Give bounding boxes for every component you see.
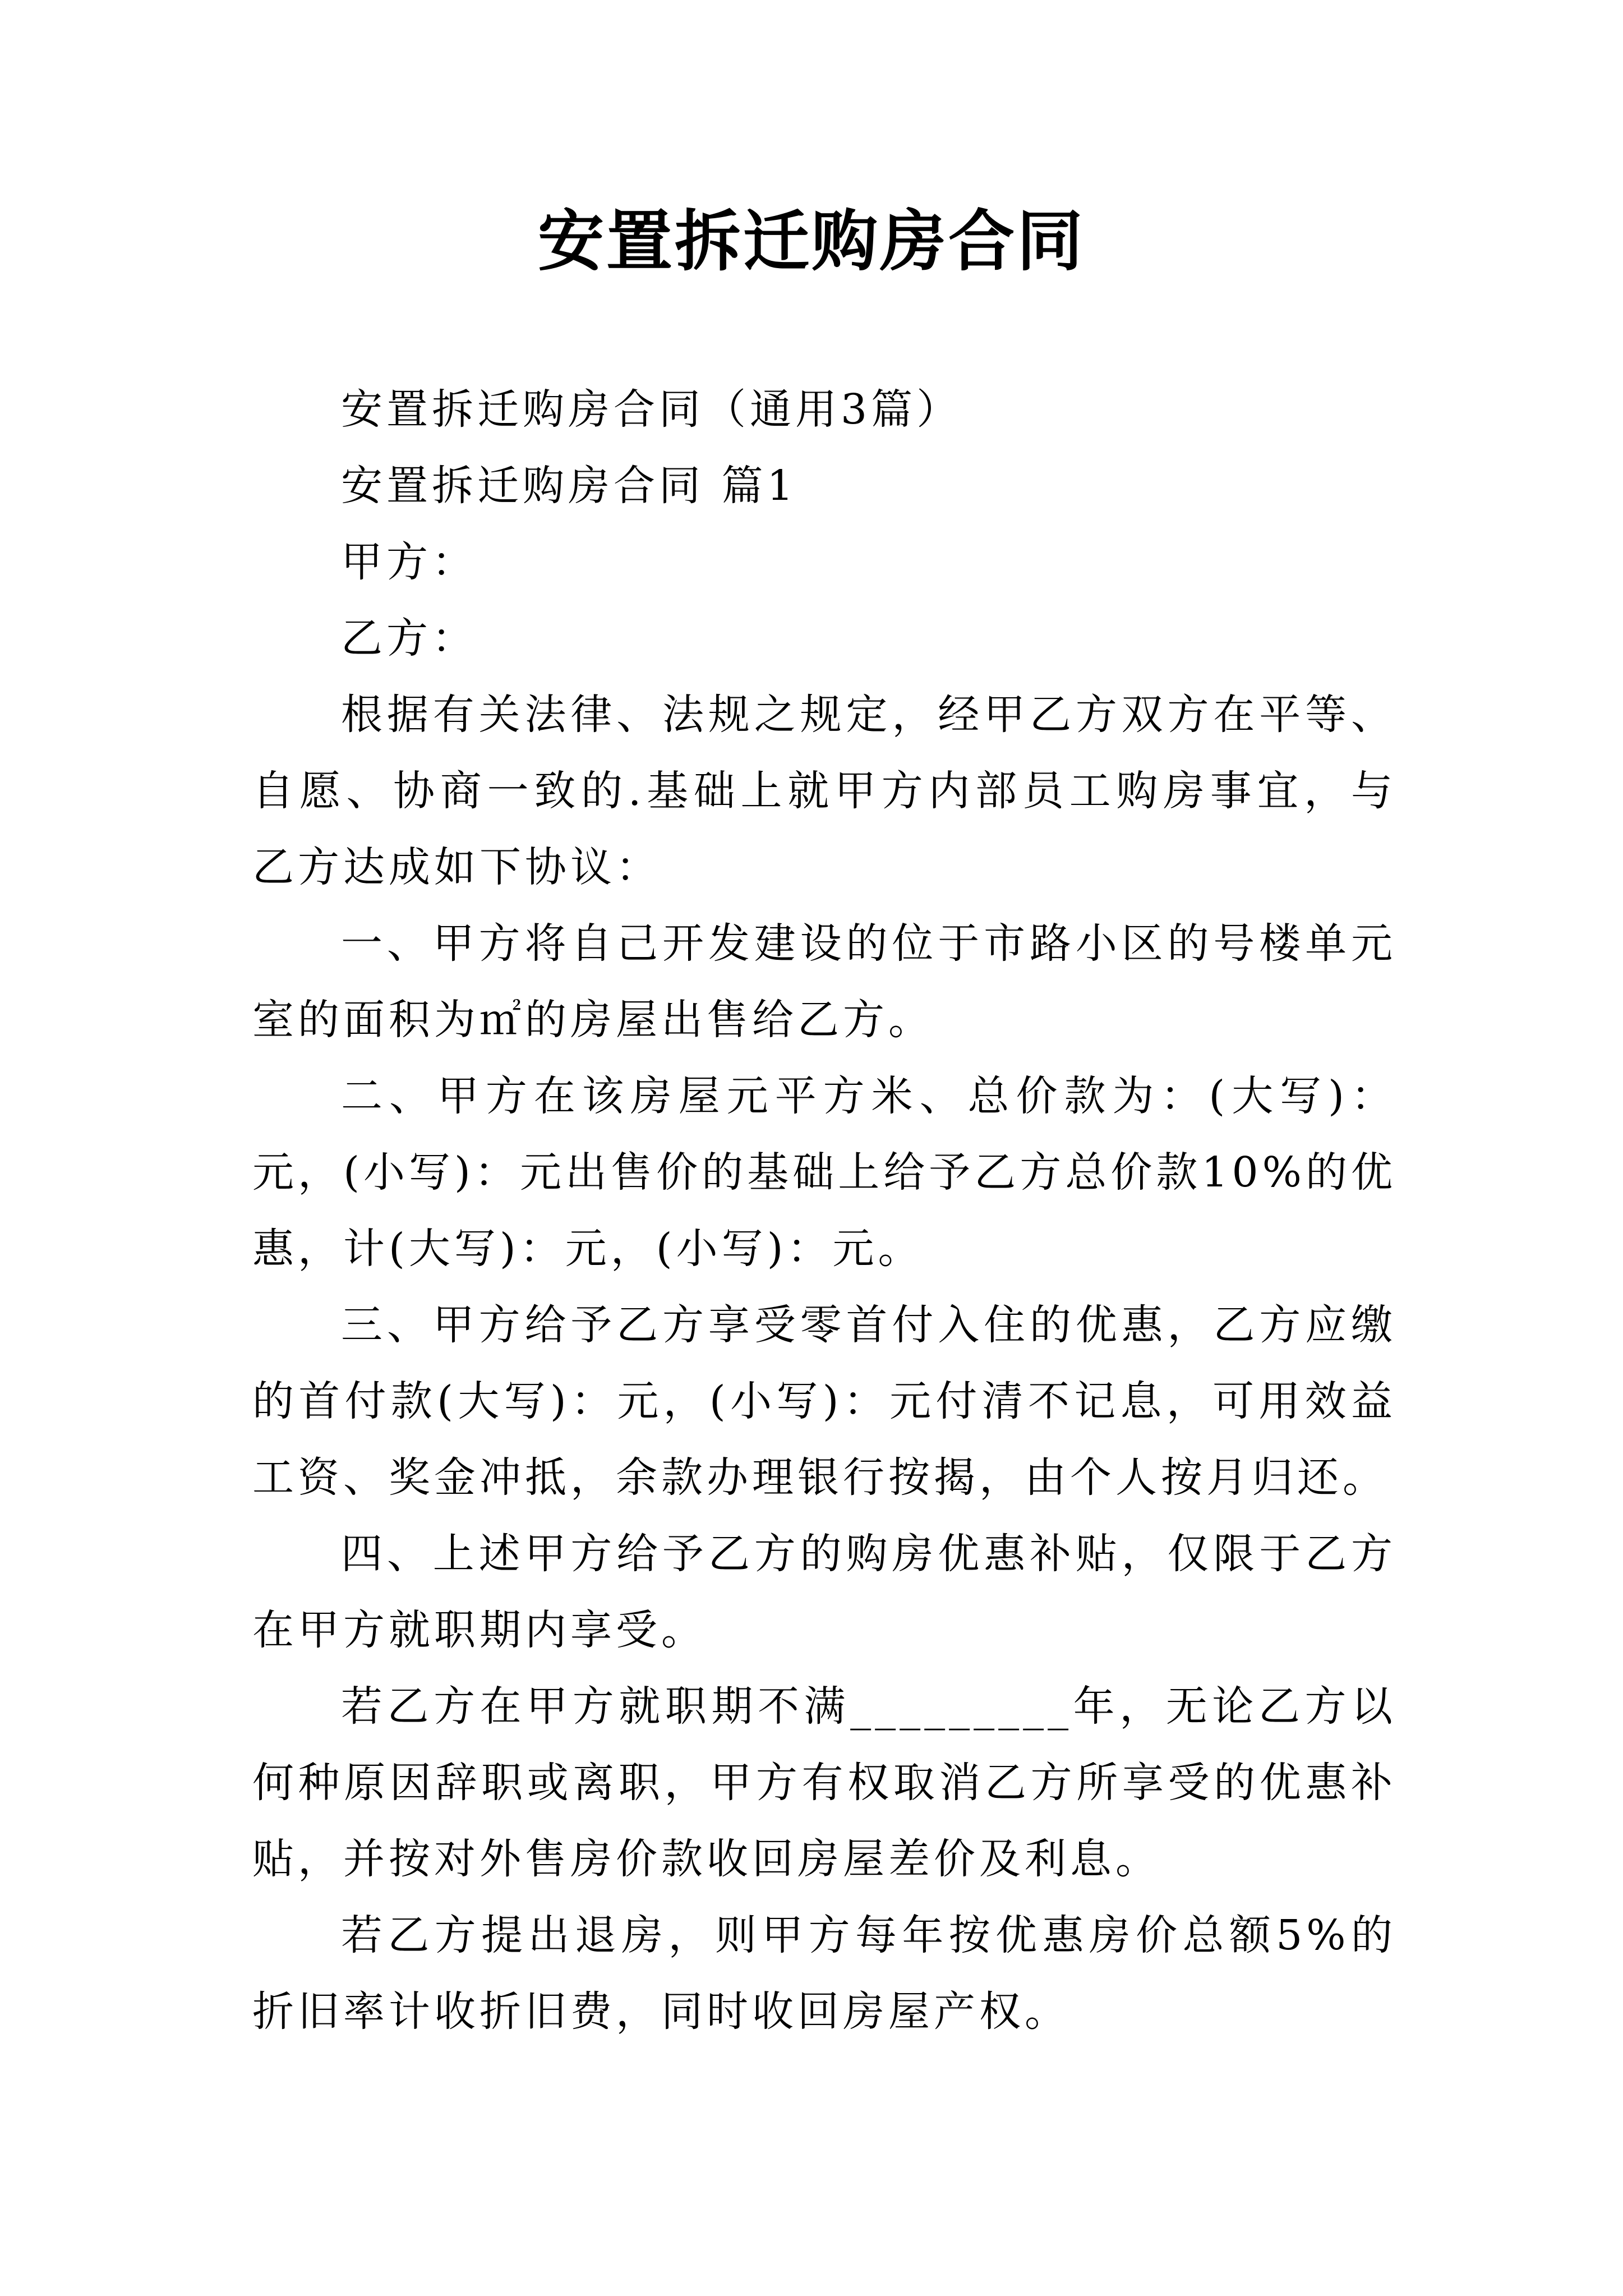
paragraph-resignation-terms: 若乙方在甲方就职期不满_________年，无论乙方以何种原因辞职或离职，甲方有权取消乙方所享受的优惠补贴，并按对外售房价款收回房屋差价及利息。	[252, 1682, 1396, 1883]
paragraph-party-a: 甲方：	[341, 538, 477, 586]
document-body	[252, 371, 1396, 2050]
paragraph-clause-3: 三、甲方给予乙方享受零首付入住的优惠，乙方应缴的首付款(大写)：元，(小写)：元付清不记息，可用效益工资、奖金冲抵，余款办理银行按揭，由个人按月归还。	[252, 1301, 1396, 1502]
paragraph-refund-terms: 若乙方提出退房，则甲方每年按优惠房价总额5%的折旧率计收折旧费，同时收回房屋产权。	[252, 1911, 1396, 2036]
paragraph-section-heading: 安置拆迁购房合同 篇1	[341, 462, 797, 510]
paragraph-subtitle: 安置拆迁购房合同（通用3篇）	[341, 385, 962, 434]
paragraph-preamble: 根据有关法律、法规之规定，经甲乙方双方在平等、自愿、协商一致的.基础上就甲方内部员工购房事宜，与乙方达成如下协议：	[252, 691, 1396, 891]
paragraph-clause-4: 四、上述甲方给予乙方的购房优惠补贴，仅限于乙方在甲方就职期内享受。	[252, 1530, 1396, 1654]
document-title: 安置拆迁购房合同	[537, 202, 1085, 280]
paragraph-clause-2: 二、甲方在该房屋元平方米、总价款为：(大写)：元，(小写)：元出售价的基础上给予乙方总价款10%的优惠，计(大写)：元，(小写)：元。	[252, 1072, 1396, 1273]
paragraph-clause-1: 一、甲方将自己开发建设的位于市路小区的号楼单元室的面积为㎡的房屋出售给乙方。	[252, 919, 1396, 1044]
paragraph-party-b: 乙方：	[341, 614, 477, 662]
